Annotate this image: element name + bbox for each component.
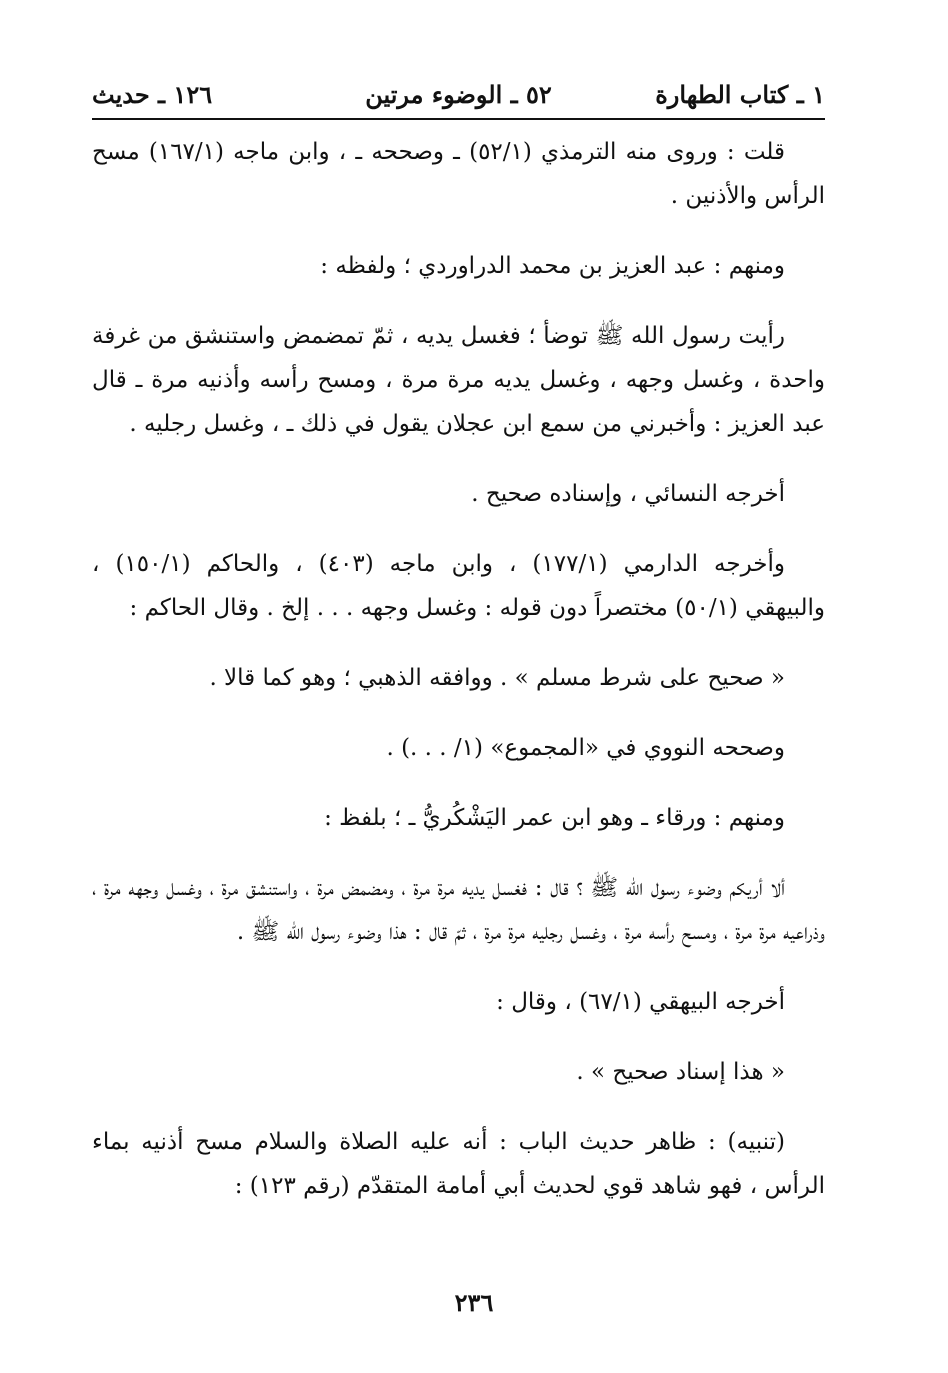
header-book-title: ١ ـ كتاب الطهارة <box>655 80 825 109</box>
page-number: ٢٣٦ <box>454 1288 494 1317</box>
paragraph-minhum-darawardi: ومنهم : عبد العزيز بن محمد الدراوردي ؛ ولفظه : <box>320 253 785 279</box>
paragraph-nasai: أخرجه النسائي ، وإسناده صحيح . <box>471 481 785 507</box>
paragraph-hakim-quote: « صحيح على شرط مسلم » . ووافقه الذهبي ؛ وهو كما قالا . <box>209 665 785 691</box>
running-header <box>92 80 825 116</box>
paragraph-darimi: وأخرجه الدارمي (١٧٧/١) ، وابن ماجه (٤٠٣) ، والحاكم (١٥٠/١) ، والبيهقي (٥٠/١) مختصراً دون قوله : وغسل وجهه . . . إلخ . وقال الحاكم : <box>92 551 825 621</box>
header-hadith-number: ١٢٦ ـ حديث <box>92 80 213 109</box>
paragraph-hadith-text-2: ألا أريكم وضوء رسول الله ﷺ ؟ قال : فغسل يديه مرة مرة ، ومضمض مرة ، واستنشق مرة ، وغسل وجهه مرة ، وذراعيه مرة مرة ، ومسح رأسه مرة ، وغسل رجليه مرة مرة ، ثمّ قال : هذا وضوء رسول الله ﷺ . <box>92 875 825 945</box>
header-rule <box>92 118 825 120</box>
paragraph-tanbih: (تنبيه) : ظاهر حديث الباب : أنه عليه الصلاة والسلام مسح أذنيه بماء الرأس ، فهو شاهد قوي لحديث أبي أمامة المتقدّم (رقم ١٢٣) : <box>92 1129 825 1199</box>
paragraph-hadith-text-1: رأيت رسول الله ﷺ توضأ ؛ فغسل يديه ، ثمّ تمضمض واستنشق من غرفة واحدة ، وغسل وجهه ، وغسل يديه مرة مرة ، ومسح رأسه وأذنيه مرة ـ قال عبد العزيز : وأخبرني من سمع ابن عجلان يقول في ذلك ـ ، وغسل رجليه . <box>92 323 825 437</box>
paragraph-qultu: قلت : وروى منه الترمذي (٥٢/١) ـ وصححه ـ ، وابن ماجه (١٦٧/١) مسح الرأس والأذنين . <box>92 139 825 209</box>
header-chapter-title: ٥٢ ـ الوضوء مرتين <box>365 80 552 109</box>
paragraph-minhum-warqa: ومنهم : ورقاء ـ وهو ابن عمر اليَشْكُريُّ ـ ؛ بلفظ : <box>324 805 785 831</box>
page-body <box>92 130 825 1208</box>
paragraph-bayhaqi: أخرجه البيهقي (٦٧/١) ، وقال : <box>496 989 785 1015</box>
paragraph-isnad-sahih: « هذا إسناد صحيح » . <box>576 1059 785 1085</box>
paragraph-nawawi: وصححه النووي في «المجموع» (١/ . . .) . <box>386 735 785 761</box>
